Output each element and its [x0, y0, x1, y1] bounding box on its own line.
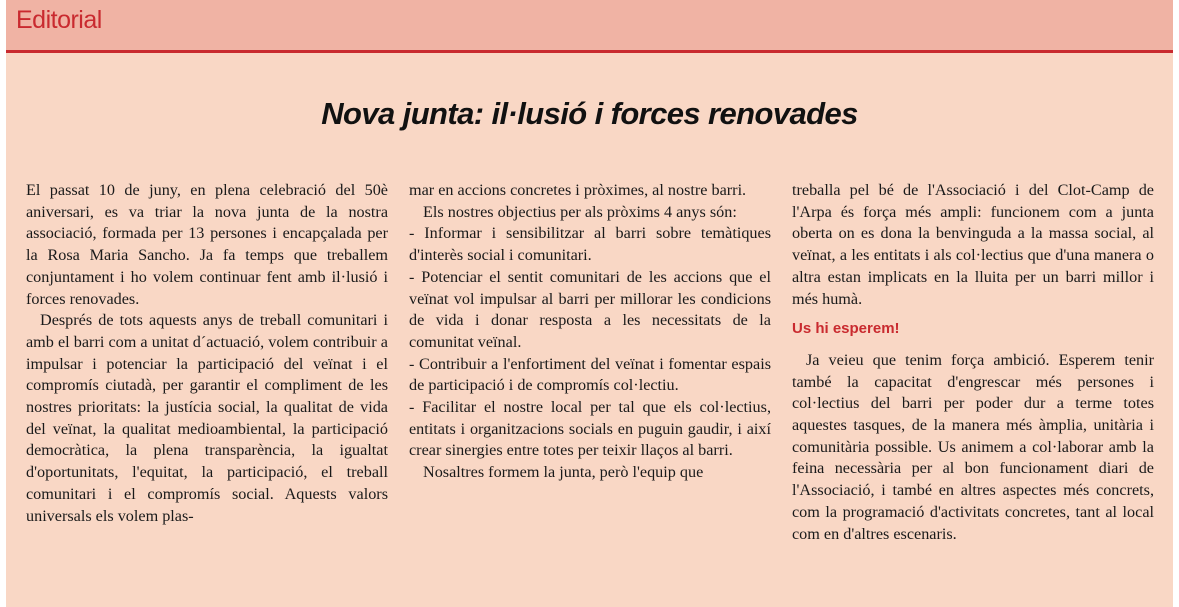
paragraph: Els nostres objectius per als pròxims 4 anys són:: [423, 202, 737, 221]
list-item: - Potenciar el sentit comunitari de les accions que el veïnat vol impulsar al barri per millorar les condicions de vida i donar resposta a les necessitats de la comunitat veïnal.: [409, 267, 771, 351]
paragraph: Després de tots aquests anys de treball comunitari i amb el barri com a unitat d´actuació, volem contribuir a impulsar i potenciar la participació del veïnat i el compromís ciutadà, per garantir el compliment de les nostres prioritats: la justícia social, la qualitat de vida del veïnat, la qualitat medioambiental, la participació democràtica, la plena transparència, la igualtat d'oportunitats, l'equitat, la participació, el treball comunitari i el compromís social. Aquests valors universals els volem plas-: [26, 311, 388, 525]
paragraph: Nosaltres formem la junta, però l'equip que: [423, 463, 704, 482]
list-item: - Facilitar el nostre local per tal que els col·lectius, entitats i organitzacions socials en puguin gaudir, i així crear sinergies entre totes per teixir llaços al barri.: [409, 398, 771, 460]
section-header: [6, 0, 1173, 53]
list-item: - Contribuir a l'enfortiment del veïnat i fomentar espais de participació i de compromís col·lectiu.: [409, 354, 771, 395]
page: [6, 0, 1173, 607]
article-title: Nova junta: il·lusió i forces renovades: [321, 96, 858, 131]
paragraph: El passat 10 de juny, en plena celebració del 50è aniversari, es va triar la nova junta de la nostra associació, formada per 13 persones i encapçalada per la Rosa Maria Sancho. Ja fa temps que treballem conjuntament i ho volem continuar fent amb il·lusió i forces renovades.: [26, 181, 388, 308]
subheading: Us hi esperem!: [792, 320, 900, 338]
list-item: - Informar i sensibilitzar al barri sobre temàtiques d'interès social i comunitari.: [409, 224, 771, 265]
article-column-2: [409, 180, 771, 484]
paragraph: treballa pel bé de l'Associació i del Clot-Camp de l'Arpa és força més ampli: funcionem com a junta oberta on es dona la benvinguda a la massa social, al veïnat, a les entitats i als col·lectius que d'una manera o altra estan implicats en la lluita per un barri millor i més humà.: [792, 181, 1154, 308]
article-column-1: [26, 180, 388, 527]
paragraph: mar en accions concretes i pròximes, al nostre barri.: [409, 181, 747, 199]
section-label: Editorial: [16, 6, 102, 34]
paragraph: Ja veieu que tenim força ambició. Esperem tenir també la capacitat d'engrescar més persones i col·lectius del barri per poder dur a terme totes aquestes tasques, de la manera més àmplia, unitària i comunitària possible. Us animem a col·laborar amb la feina necessària per al bon funcionament diari de l'Associació, i també en altres aspectes més concrets, com la programació d'activitats concretes, tant al local com en d'altres escenaris.: [792, 350, 1154, 543]
article-column-3: [792, 180, 1154, 545]
